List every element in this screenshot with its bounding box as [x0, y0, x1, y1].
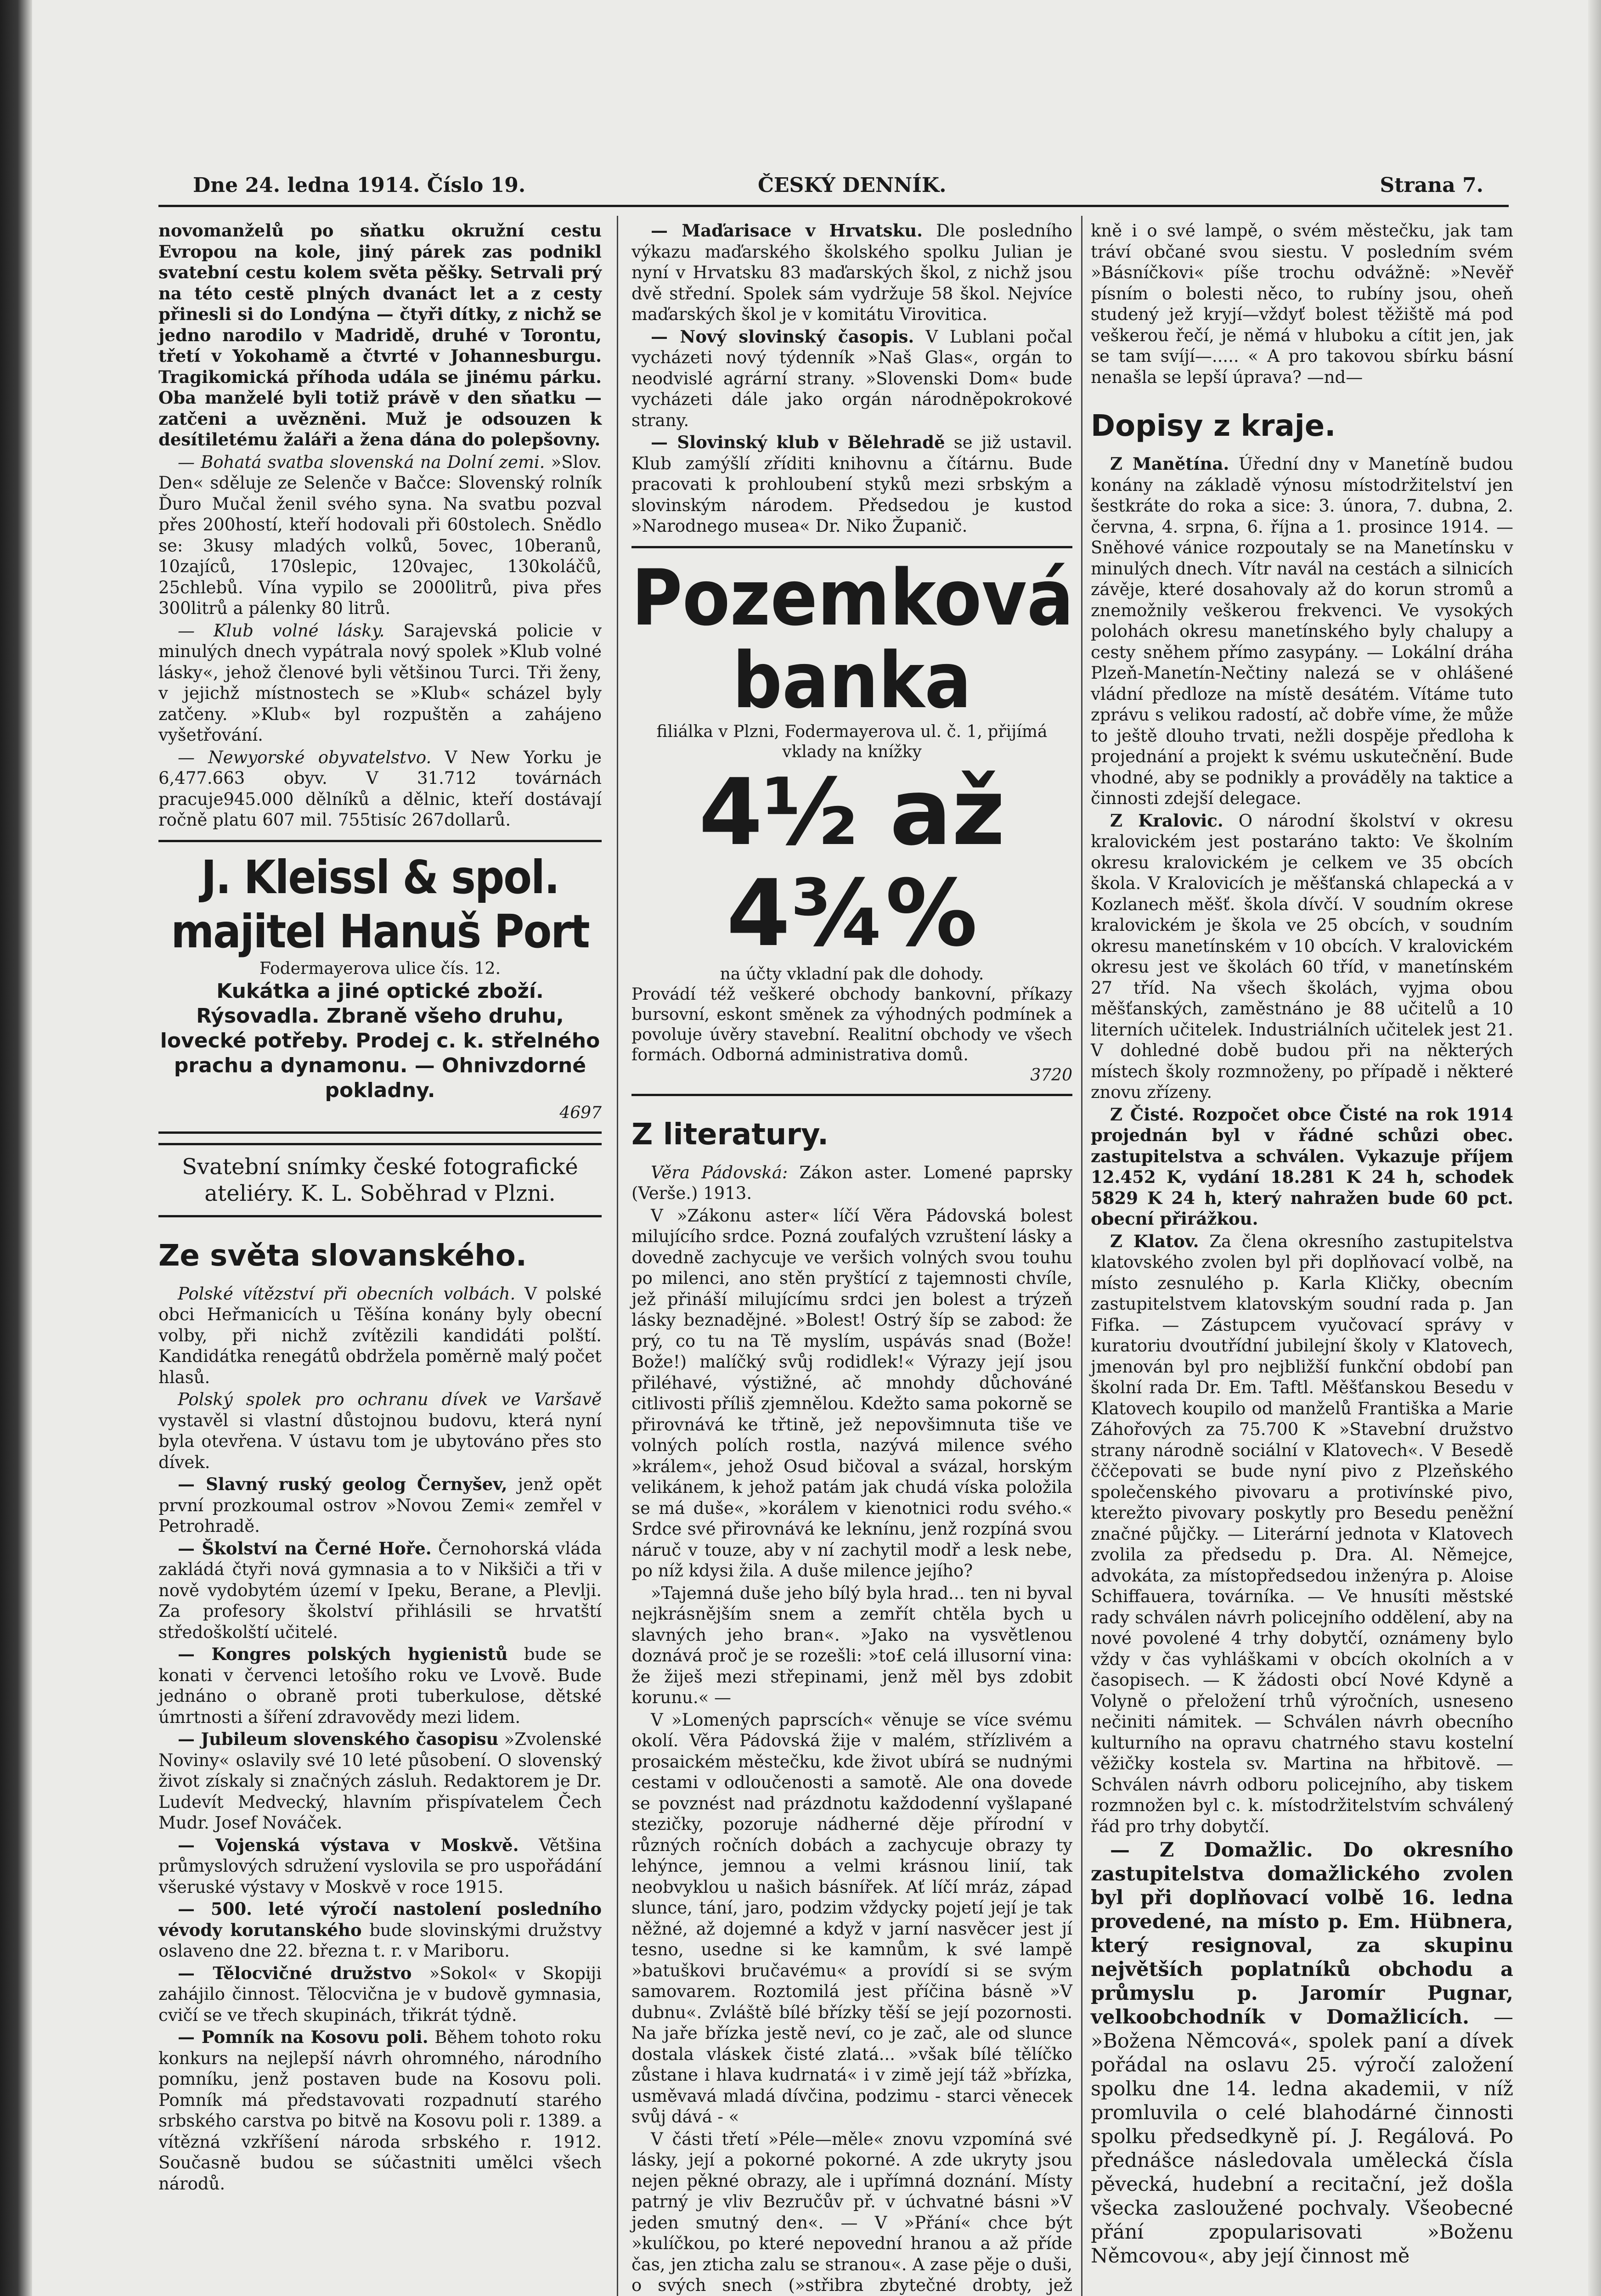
news-item: — 500. leté výročí nastolení posledního vévody korutanského bude slovinskými družstvy oslaveno dne 22. března t. r. v Mariboru. [158, 1899, 602, 1961]
article-paragraph: Polské vítězství při obecních volbách. V polské obci Heřmanicích u Těšína konány byly obecní volby, při nichž zvítězili kandidáti polští. Kandidátka renegátů obdržela poměrně malý počet hlasů. [158, 1283, 602, 1387]
review-paragraph: V části třetí »Péle—měle« znovu vzpomíná své lásky, její a pokorné pokorné. A zde ukryty jsou nejen pěkné obrazy, ale i upřímná doznání. Místy patrný je vliv Bezručův př. v úchvatné básni »V jeden smutný den«. — V »Přání« chce být »kulíčkou, po které nepovední hranou a až příde čas, jen zticha zalu se stranou«. A zase pěje o duši, o svých snech (»střibra zbytečné drobty, jež [631, 2129, 1072, 2295]
news-item: — Z Domažlic. Do okresního zastupitelstva domažlického zvolen byl při doplňovací volbě 16. ledna provedené, na místo p. Em. Hübnera, který resignoval, za skupinu největších poplatníků obchodu a průmyslu p. Jaromír Pugnar, velkoobchodník v Domažlicích. — »Božena Němcová«, spolek paní a dívek pořádal na oslavu 25. výročí založení spolku dne 14. ledna akademii, v níž promluvila o celé blahodárné činnosti spolku předsedkyně pí. J. Regálová. Po přednášce následovala umělecká čísla pěvecká, hudební a recitační, jež došla všecka zasloužené pochvaly. Všeobecné přání zpopularisovati »Boženu Němcovou«, aby její činnost mě [1091, 1839, 1513, 2268]
bank-text: Provádí též veškeré obchody bankovní, příkazy bursovní, eskont směnek za výhodných podmínek a povoluje úvěry stavební. Realitní obchody ve všech formách. Odborná administrativa domů. [631, 985, 1072, 1064]
bank-branch: filiálka v Plzni, Fodermayerova ul. č. 1, přijímá vklady na knížky [656, 722, 1048, 761]
page-number: Strana 7. [1380, 174, 1483, 197]
news-item: Z Manětína. Úřední dny v Manetíně budou konány na základě výnosu místodržitelství jen šestkráte do roka a sice: 3. února, 7. dubna, 2. června, 4. srpna, 6. října a 1. prosince 1914. — Sněhové vánice rozpoutaly se na Manetínsku v minulých dnech. Vítr navál na cestách a silnicích závěje, které dosahovaly až do korun stromů a znemožnily veškerou frekvenci. Ve vysokých polohách okresu manetínského byly chalupy a cesty sněhem přímo zasypány. — Lokální dráha Plzeň-Manetín-Nečtiny nalezá se v ohlášené vládní předloze na místě desátém. Vítáme tuto zprávu s velikou radostí, ač dobře víme, že může to ještě dlouho trvati, nežli dospěje předloha k projednání a projekt k svému uskutečnění. Bude vhodné, aby se podnikly a prováděly na taktice a činnosti zdejší delegace. [1091, 454, 1513, 808]
book-citation: Věra Pádovská: Zákon aster. Lomené paprsky (Verše.) 1913. [631, 1162, 1072, 1203]
news-item: — Slovinský klub v Bělehradě se již ustavil. Klub zamýšlí zříditi knihovnu a čítárnu. Bude pracovati k prohloubení styků mezi srbským a slovinským národem. Předsedou je kustod »Narodnego musea« Dr. Niko Županič. [631, 432, 1072, 536]
section-heading: Ze světa slovanského. [158, 1238, 527, 1273]
article-paragraph: — Bohatá svatba slovenská na Dolní zemi. »Slov. Den« sděluje ze Selenče v Bačce: Slovenský rolník Ďuro Mučal ženil svého syna. Na svatbu pozval přes 200hostí, kteří hodovali při 60stolech. Snědlo se: 3kusy mladých volků, 5ovec, 10beranů, 10zajíců, 170slepic, 120vajec, 130koláčů, 25chlebů. Vína vypilo se 2000litrů, piva přes 300litrů a pálenky 80 litrů. [158, 452, 602, 618]
news-item: Z Kralovic. O národní školství v okresu kralovickém jest postaráno takto: Ve školním okresu kralovickém je celkem ve 35 obcích škola. V Kralovicích je měšťanská chlapecká a v Kozlanech měšť. škola dívčí. V soudním okrese kralovickém je škola ve 25 obcích, v soudním okresu manetínském v 10 obcích. V kralovickém okresu jest ve školách 60 tříd, v manetínském 27 tříd. Na všech školách, vyjma obou měšťanských, zaměstnáno je 88 učitelů a 10 literních učitelek. Industriálních učitelek jest 21. V dohledné době budou při na některých místech školy rozmnoženy, po případě i některé znovu zřízeny. [1091, 810, 1513, 1102]
bank-ad-number: 3720 [1030, 1065, 1072, 1085]
news-item: — Kongres polských hygienistů bude se konati v červenci letošího roku ve Lvově. Bude jednáno o obraně proti tuberkulose, dětské úmrtnosti a šíření zdravovědy mezi lidem. [158, 1644, 602, 1727]
page-edge [1588, 0, 1601, 2296]
column-2 [631, 220, 1072, 2296]
bank-name: Pozemková banka [631, 552, 1074, 726]
photo-advertisement: Svatební snímky české fotografické ateliéry. K. L. Soběhrad v Plzni. [158, 1143, 602, 1217]
news-item: Z Čisté. Rozpočet obce Čisté na rok 1914 projednán byl v řádné schůzi obec. zastupitelstva a schválen. Vykazuje příjem 12.452 K, vydání 18.281 K 24 h, schodek 5829 K 24 h, který nahražen bude 60 pct. obecní přirážkou. [1091, 1104, 1513, 1229]
news-item: — Nový slovinský časopis. V Lublani počal vycházeti nový týdenník »Naš Glas«, orgán to neodvislé agrární strany. »Slovenski Dom« bude vycházeti dále jako orgán národněpokrokové strany. [631, 326, 1073, 430]
article-text: kně i o své lampě, o svém městečku, jak tam tráví občané svou siestu. V posledním svém »Básníčkovi« píše trochu odvážně: »Nevěř písním o bolesti něco, to rubíny jsou, oheň studený jež kryjí—vždyť bolest těžiště má pod veškerou řečí, je němá v hluboku a cítit jen, jak se tam svíjí—..... « A pro takovou sbírku básní nenašla se lepší úprava? —nd— [1091, 221, 1513, 387]
ad-address: Fodermayerova ulice čís. 12. [259, 959, 501, 978]
news-item: — Slavný ruský geolog Černyšev, jenž opět první prozkoumal ostrov »Novou Zemi« zemřel v Petrohradě. [158, 1474, 602, 1536]
header-rule [158, 205, 1509, 207]
news-item: — Tělocvičné družstvo »Sokol« v Skopiji zahájilo činnost. Tělocvična je v budově gymnasia, cvičí se ve třech skupinách, třikrát týdně. [158, 1963, 602, 2025]
news-item: — Pomník na Kosovu poli. Během tohoto roku konkurs na nejlepší návrh ohromného, národního pomníku, jenž postaven bude na Kosovu poli. Pomník má představovati rozpadnutí starého srbského carstva po bitvě na Kosovu poli r. 1389. a vítězná vzkříšení národa srbského r. 1912. Současně budou se súčastniti umělci všech národů. [158, 2027, 602, 2194]
article-text: novomanželů po sňatku okružní cestu Evropou na kole, jiný párek zas podnikl svatební cestu kolem světa pěšky. Setrvali prý na této cestě plných dvanáct let a z cesty přinesli si do Londýna — čtyři dítky, z nichž se jedno narodilo v Madridě, druhé v Torontu, třetí v Yokohamě a čtvrté v Johannesburgu. Tragikomická příhoda udála se jinému párku. Oba manželé byli totiž právě v den sňatku — zatčeni a uvězněni. Muž je odsouzen k desítiletému žaláři a žena dána do polepšovny. [158, 220, 602, 450]
article-paragraph: Polský spolek pro ochranu dívek ve Varšavě vystavěl si vlastní důstojnou budovu, která nyní byla otevřena. V ústavu tom je ubytováno přes sto dívek. [158, 1390, 602, 1472]
review-paragraph: V »Lomených paprscích« věnuje se více svému okolí. Věra Pádovská žije v malém, střízlivém a prosaickém městečku, kde život ubírá se nudnými cestami v odloučenosti a samotě. Ale ona dovede se povznést nad prázdnotu každodenní vyšlapané stezičky, pozoruje nádherné děje přírodní v různých ročních dobách a zachycuje obrazy ty lehýnce, jemnou a velmi krásnou linií, tak neobvyklou u našich básnířek. Ať líčí mráz, západ slunce, tání, jaro, podzim vždycky pojetí její je tak něžné, až dojemné a když v jarní nasvěcer jest jí tesno, usedne si ke kamnům, k své lampě »batuškovi bručavému« a provídí si se svým samovarem. Roztomilá jest příčina básně »V dubnu«. Zvláště bílé břízky těší se její pozornosti. Na jaře břízka jestě neví, co je zač, ale od slunce dostala vláskek čisté zlatá... »však bílé tělíčko zůstane i hlava kudrnatá« i v zimě její táž »břízka, usměvavá mladá dívčina, podzimu - starci věnecek svůj dává - « [631, 1710, 1072, 2127]
section-heading: Z literatury. [631, 1117, 829, 1152]
ad-number: 4697 [559, 1103, 602, 1122]
kleissl-advertisement [158, 840, 602, 1134]
news-item: — Maďarisace v Hrvatsku. Dle posledního výkazu maďarského školského spolku Julian je nyní v Hrvatsku 83 maďarských škol, z nichž jsou dvě střední. Spolek sám vydržuje 58 škol. Nejvíce maďarských škol je v komitátu Virovitica. [631, 220, 1073, 324]
column-divider [617, 216, 618, 2296]
ad-text: Kukátka a jiné optické zboží. Rýsovadla. Zbraně všeho druhu, lovecké potřeby. Prodej c. k. střelného prachu a dynamonu. — Ohnivzdorné pokladny. [160, 979, 600, 1102]
binding-edge [0, 0, 32, 2296]
interest-rates: 4½ až 4¾% [699, 759, 1005, 967]
column-1 [158, 220, 602, 2195]
review-paragraph: »Tajemná duše jeho bílý byla hrad... ten ni byval nejkrásnějším snem a zemřít chtěla bych u slavných jeho bran«. »Jako na vysvětlenou doznává proč je se rozešli: »to£ celá illusorní vina: že žiješ mezi střepinami, jenž měl bys zdobit korunu.« — [631, 1583, 1072, 1707]
review-paragraph: V »Zákonu aster« líčí Věra Pádovská bolest milujícího srdce. Pozná zoufalých vzruštení lásky a dovedně zachycuje ve veršich volných svou touhu po milenci, ano stěn pryštící z tajemnosti chvíle, jež přináší milujícímu srdci jen bolest a trýzeň lásky beznadějné. »Bolest! Ostrý šíp se zabod: že prý, co tu na Tě myslím, uspávás snad (Bože! Bože!) malíčký svůj rodidlek!« Výrazy její jsou přiléhavé, výstižné, ač mnohdy důchováné citlivosti příliš zjemnělou. Kdežto sama pokorně se přirovnává ke třtině, jež nepovšimnuta tiše ve volných polích rostla, nazývá milence svého »králem«, jehož Osud bičoval a svázal, horským velikánem, k jehož patám jak chudá víska položila se má duše«, »korálem v kienotnici rodu svého.« Srdce své přirovnává ke leknínu, jenž rozpíná svou náruč v touze, aby v ní zachytil modř a lesk nebe, po níž kdysi žila. A duše milence jejího? [631, 1205, 1072, 1581]
news-item: Z Klatov. Za člena okresního zastupitelstva klatovského zvolen byl při doplňovací volbě, na místo zesnulého p. Karla Kličky, obecním zastupitelstvem klatovským soudní rada p. Jan Fifka. — Zástupcem vyučovací správy v kuratoriu dvoutřídní jubilejní školy v Klatovech, jmenován byl pro nejbližší funkční období pan školní rada Dr. Em. Taftl. Měšťanskou Besedu v Klatovech koupilo od manželů Františka a Marie Záhořových za 75.700 K »Stavební družstvo strany národně sociální v Klatovech«. V Besedě čččepovati se bude nyní pivo z Plzeňského společenského pivovaru a protivínské pivo, kterežto pivovary poskytly pro Besedu peněžní značné půjčky. — Literární jednota v Klatovech zvolila za předsedu p. Dra. Al. Němejce, advokáta, za místopředsedou inženýra p. Aloise Schiffauera, továrníka. — Ve hnusíti městské rady schválen návrh policejního oddělení, aby na nové povolené 4 trhy dobytčí, oznámeny bylo vždy v čas vyhláškami v obcích okolních a v časopisech. — K žádosti obcí Nové Kdyně a Volyně o přeložení trhů výročních, usneseno nečiniti námitek. — Schválen návrh obecního kulturního na opravu chatrného stavu kostelní věžičky kostela sv. Martina na hřbitově. — Schválen návrh odboru policejního, aby tiskem rozmnožen byl c. k. místodržitelstvím schválený řád pro trhy dobytčí. [1091, 1231, 1513, 1836]
column-divider [1081, 216, 1082, 2296]
news-item: — Jubileum slovenského časopisu »Zvolenské Noviny« oslavily své 10 leté působení. O slovenský život získaly si značných zásluh. Redaktorem je Dr. Ludevít Medvecký, hlavním přispívatelem Čech Mudr. Josef Nováček. [158, 1729, 602, 1833]
issue-date: Dne 24. ledna 1914. Číslo 19. [193, 174, 526, 197]
page-header [193, 174, 1483, 203]
section-heading: Dopisy z kraje. [1091, 409, 1336, 443]
news-item: — Školství na Černé Hoře. Černohorská vláda zakládá čtyři nová gymnasia a to v Nikšiči a tři v nově vydobytém území v Ipeku, Berane, a Plevlji. Za profesory školství přihlásili se hrvatští středoškolští učitelé. [158, 1538, 602, 1642]
article-paragraph: — Klub volné lásky. Sarajevská policie v minulých dnech vypátrala nový spolek »Klub volné lásky«, jehož členové byli většinou Turci. Tři ženy, v jejichž místnostech se »Klub« scházel byly zatčeny. »Klub« byl rozpuštěn a zahájeno vyšetřování. [158, 620, 602, 745]
newspaper-title: ČESKÝ DENNÍK. [758, 174, 947, 197]
article-paragraph: — Newyorské obyvatelstvo. V New Yorku je 6,477.663 obyv. V 31.712 továrnách pracuje945.000 dělníků a dělnic, kteří dostávají ročně platu 607 mil. 755tisíc 267dollarů. [158, 747, 602, 830]
news-item: — Vojenská výstava v Moskvě. Většina průmyslových sdružení vyslovila se pro uspořádání všeruské výstavy v Moskvě v roce 1915. [158, 1835, 602, 1897]
ad-title: J. Kleissl & spol. majitel Hanuš Port [171, 850, 589, 958]
column-3 [1091, 220, 1513, 2269]
bank-subline: na účty vkladní pak dle dohody. [720, 964, 984, 984]
bank-advertisement [631, 546, 1072, 1096]
